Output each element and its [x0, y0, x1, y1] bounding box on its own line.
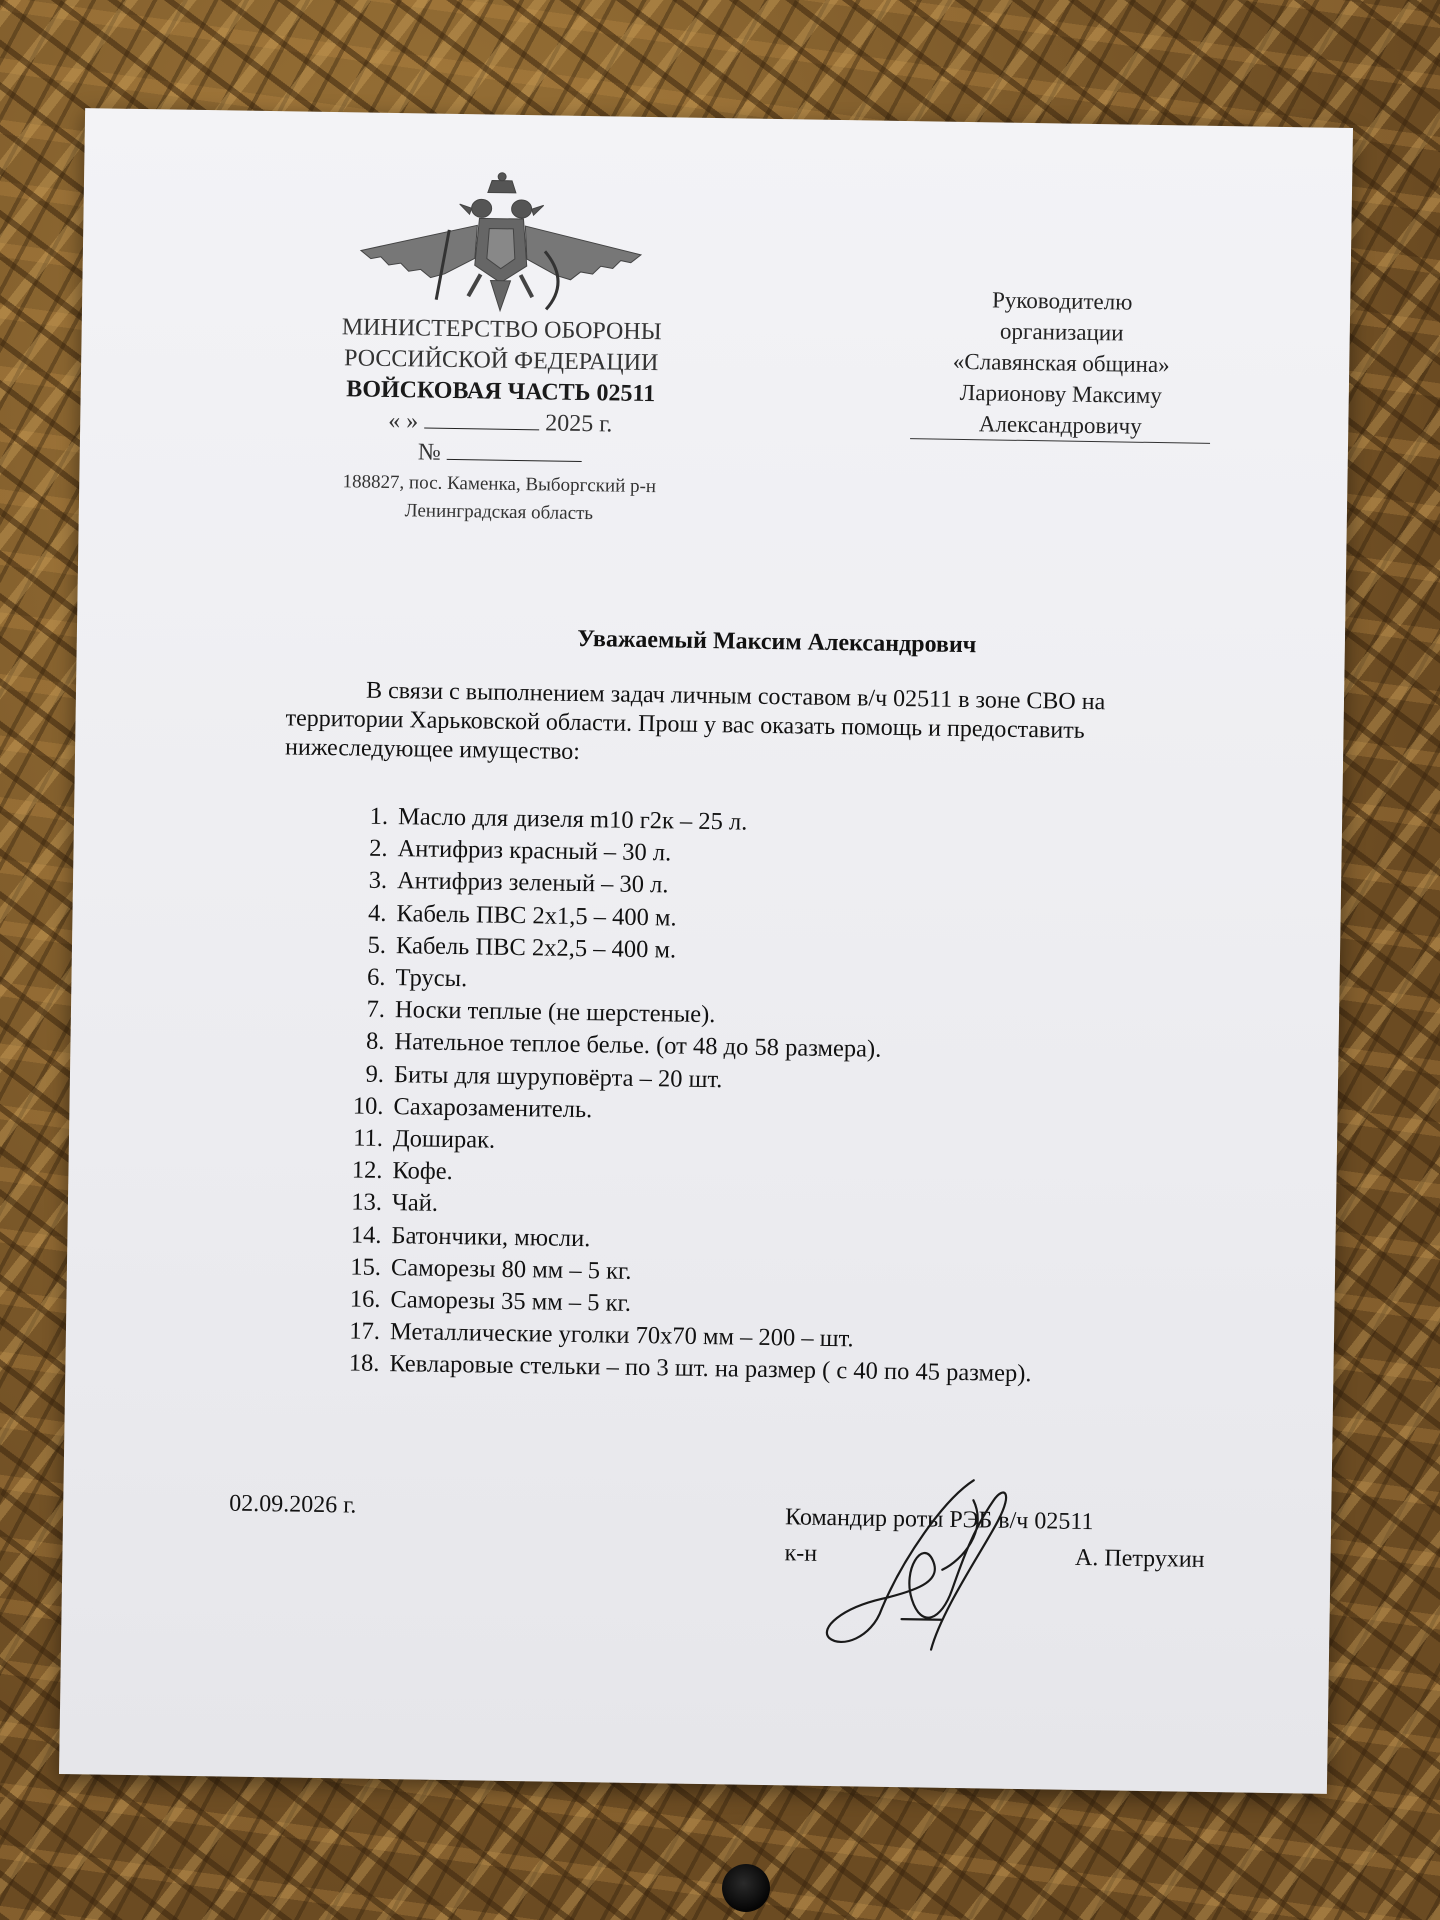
list-item-number: 5. — [367, 931, 387, 959]
list-item-number: 17. — [349, 1317, 381, 1346]
list-item-number: 18. — [348, 1349, 380, 1378]
list-item-text: Доширак. — [392, 1125, 496, 1154]
recipient-line-4: Ларионову Максиму — [959, 379, 1163, 409]
list-item-text: Носки теплые (не шерстеные). — [394, 996, 716, 1029]
list-item-number: 2. — [368, 834, 388, 863]
list-item-text: Кабель ПВС 2х1,5 – 400 м. — [396, 899, 677, 932]
list-item-text: Батончики, мюсли. — [391, 1221, 591, 1252]
list-item-text: Чай. — [391, 1189, 439, 1218]
list-item-number: 1. — [369, 802, 389, 830]
recipient-line-2: организации — [999, 318, 1124, 346]
list-item-text: Металлические уголки 70х70 мм – 200 – шт. — [389, 1318, 854, 1353]
address-line-2: Ленинградская область — [404, 500, 594, 525]
list-item-text: Трусы. — [395, 964, 468, 993]
list-item-number: 11. — [353, 1124, 384, 1152]
list-item-text: Нательное теплое белье. (от 48 до 58 размера). — [394, 1028, 882, 1064]
list-item-number: 6. — [366, 963, 386, 991]
list-item-text: Саморезы 35 мм – 5 кг. — [390, 1286, 632, 1317]
list-item-text: Антифриз красный – 30 л. — [397, 835, 672, 867]
list-item-number: 3. — [368, 867, 388, 895]
recipient-line-3: «Славянская община» — [952, 348, 1170, 378]
number-blank — [447, 441, 582, 462]
letter-paper — [59, 108, 1353, 1794]
list-item-number: 14. — [350, 1221, 382, 1249]
list-item-text: Кабель ПВС 2х2,5 – 400 м. — [395, 931, 677, 964]
list-item-number: 13. — [351, 1188, 383, 1217]
date-year: 2025 г. — [544, 410, 613, 438]
date-blank — [424, 410, 539, 431]
list-item-number: 12. — [351, 1156, 383, 1185]
number-line — [290, 435, 710, 473]
list-item-text: Антифриз зеленый – 30 л. — [396, 867, 669, 899]
list-item-number: 9. — [365, 1060, 385, 1088]
number-label: № — [417, 439, 441, 466]
list-item-text: Саморезы 80 мм – 5 кг. — [390, 1253, 632, 1285]
list-item-number: 8. — [365, 1028, 385, 1056]
sender-block — [289, 311, 712, 529]
signer-name: А. Петрухин — [1074, 1544, 1205, 1573]
list-item-number: 7. — [366, 995, 386, 1024]
list-item-text: Кофе. — [392, 1157, 453, 1186]
body-paragraph: В связи с выполнением задач личным составом в/ч 02511 в зоне СВО на территории Харьковской области. Прош у вас оказать помощь и предоставить нижеследующее имущество: — [284, 677, 1106, 765]
ministry-line-2: РОССИЙСКОЙ ФЕДЕРАЦИИ — [343, 345, 659, 377]
list-item-number: 16. — [349, 1285, 381, 1313]
handwritten-signature — [821, 1468, 1044, 1671]
request-list — [315, 800, 1184, 1393]
list-item-text: Биты для шуруповёрта – 20 шт. — [393, 1060, 723, 1093]
recipient-line-1: Руководителю — [991, 287, 1133, 315]
signer-rank: к-н — [784, 1540, 818, 1567]
address-line-1: 188827, пос. Каменка, Выборгский р-н — [342, 471, 657, 498]
signer-position: Командир роты РЭБ в/ч 02511 — [784, 1504, 1094, 1536]
list-item-number: 4. — [367, 899, 387, 927]
list-item-text: Сахарозаменитель. — [393, 1092, 593, 1124]
list-item-text: Кевларовые стельки – по 3 шт. на размер ( с 40 по 45 размер). — [389, 1350, 1032, 1388]
greeting: Уважаемый Максим Александрович — [577, 625, 977, 659]
letter-date: 02.09.2026 г. — [229, 1490, 357, 1519]
military-unit: ВОЙСКОВАЯ ЧАСТЬ 02511 — [346, 376, 656, 408]
list-item-number: 10. — [352, 1092, 384, 1120]
list-item-text: Масло для дизеля m10 г2к – 25 л. — [397, 803, 748, 836]
date-prefix: « » — [388, 407, 419, 435]
recipient-line-5: Александровичу — [910, 407, 1210, 444]
list-item-number: 15. — [350, 1253, 382, 1281]
ministry-line-1: МИНИСТЕРСТВО ОБОРОНЫ — [341, 314, 662, 346]
double-headed-eagle-emblem-icon — [340, 168, 662, 323]
board-hole — [722, 1864, 770, 1912]
recipient-block — [910, 283, 1212, 444]
